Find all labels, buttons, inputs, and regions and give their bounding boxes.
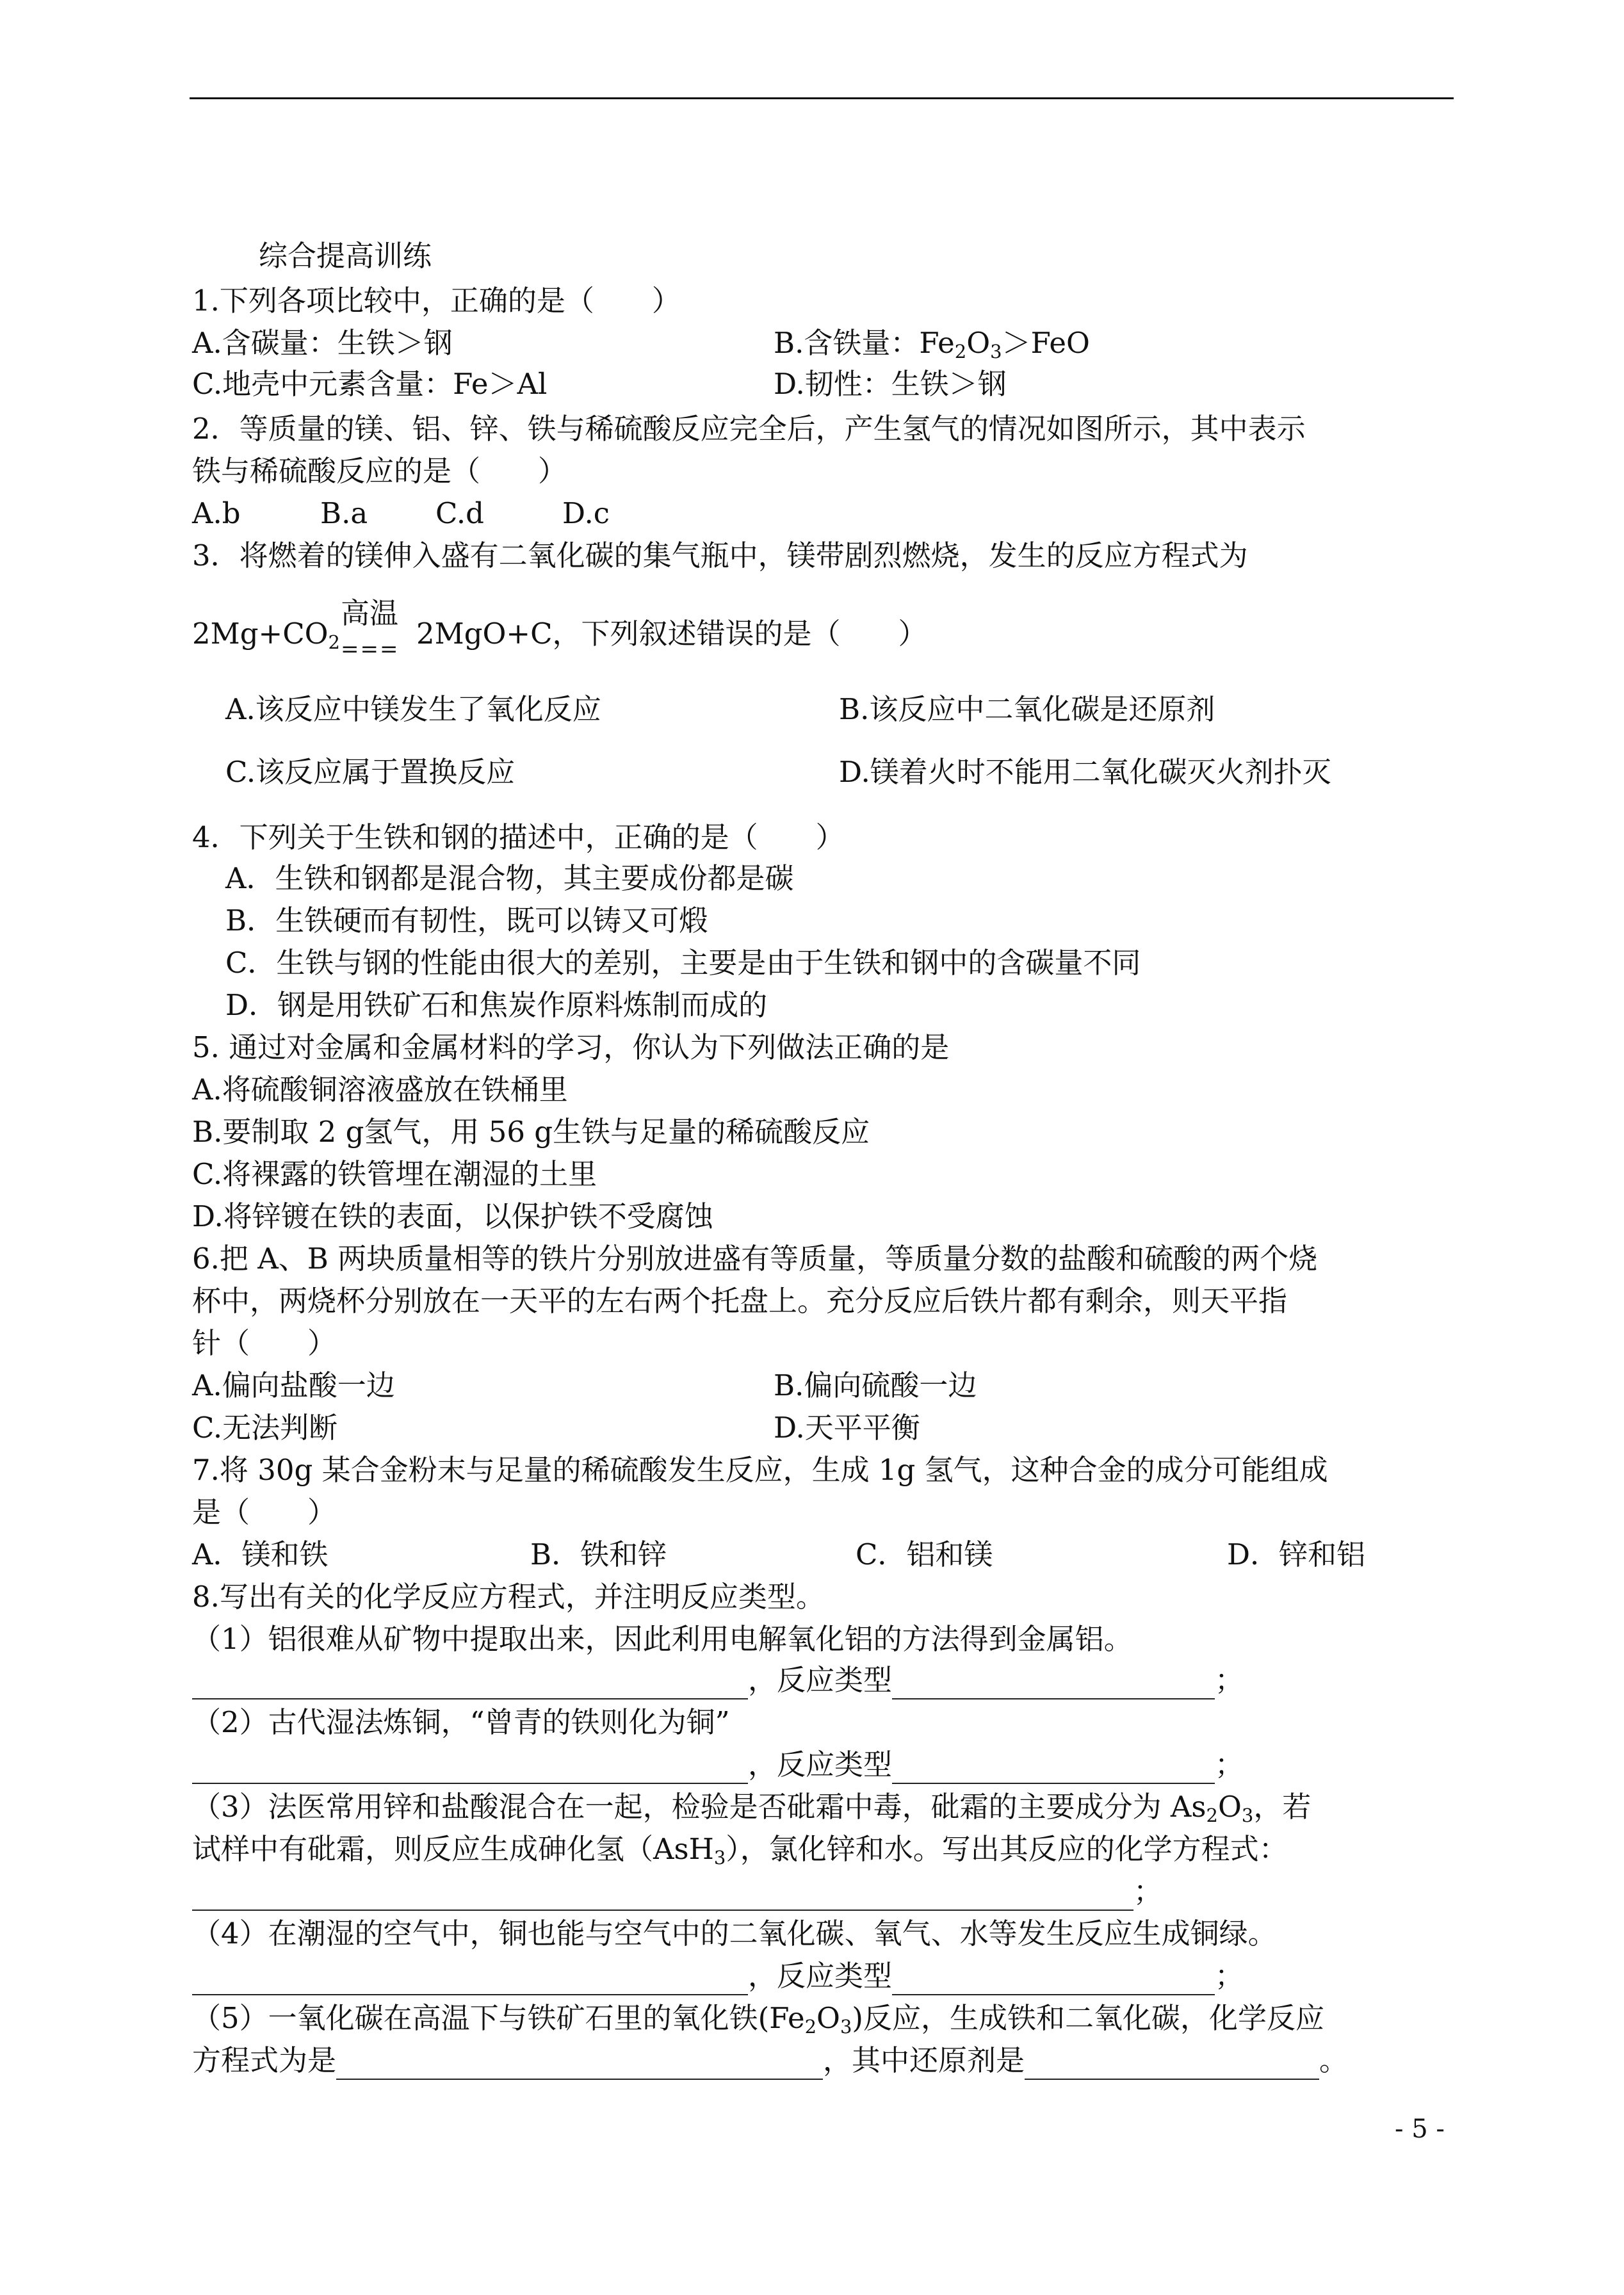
q5-option-b: B.要制取 2 g氢气，用 56 g生铁与足量的稀硫酸反应 bbox=[192, 1115, 870, 1149]
q4-option-b: B．生铁硬而有韧性，既可以铸又可煅 bbox=[225, 904, 708, 937]
q1-option-c: C.地壳中元素含量：Fe＞Al bbox=[192, 367, 548, 401]
q3-condition-text: 高温 bbox=[341, 596, 399, 630]
q8-part3-prompt-line1: （3）法医常用锌和盐酸混合在一起，检验是否砒霜中毒，砒霜的主要成分为 $As_2O_3$，若 bbox=[192, 1790, 1311, 1826]
q7-stem-line1: 7.将 30g 某合金粉末与足量的稀硫酸发生反应，生成 1g 氢气，这种合金的成分可能组成 bbox=[192, 1453, 1328, 1487]
q8-part5-reducer-blank[interactable] bbox=[1025, 2049, 1319, 2080]
q3-equation-right: 2MgO+C，下列叙述错误的是（ ） bbox=[416, 617, 927, 651]
q8-part4-prompt: （4）在潮湿的空气中，铜也能与空气中的二氧化碳、氧气、水等发生反应生成铜绿。 bbox=[192, 1917, 1277, 1950]
q6-option-d: D.天平平衡 bbox=[774, 1411, 920, 1445]
q6-option-c: C.无法判断 bbox=[192, 1411, 338, 1445]
q1-stem: 1.下列各项比较中，正确的是（ ） bbox=[192, 284, 681, 318]
q6-stem-line3: 针（ ） bbox=[192, 1326, 337, 1360]
section-title: 综合提高训练 bbox=[259, 239, 432, 273]
q2-stem-line2: 铁与稀硫酸反应的是（ ） bbox=[192, 454, 567, 488]
q8-part2-equation-blank[interactable] bbox=[192, 1753, 748, 1784]
q8-part4-equation-blank[interactable] bbox=[192, 1965, 748, 1995]
q3-option-c: C.该反应属于置换反应 bbox=[225, 755, 516, 789]
q8-part1-type-blank[interactable] bbox=[892, 1669, 1215, 1699]
q5-option-c: C.将裸露的铁管埋在潮湿的土里 bbox=[192, 1157, 597, 1191]
q7-option-d: D．锌和铝 bbox=[1227, 1537, 1366, 1571]
page-number: - 5 - bbox=[1395, 2114, 1445, 2144]
q3-stem-line1: 3．将燃着的镁伸入盛有二氧化碳的集气瓶中，镁带剧烈燃烧，发生的反应方程式为 bbox=[192, 539, 1248, 572]
header-rule bbox=[190, 97, 1454, 99]
q5-option-a: A.将硫酸铜溶液盛放在铁桶里 bbox=[192, 1073, 568, 1107]
q2-option-d: D.c bbox=[562, 496, 610, 530]
q8-stem: 8.写出有关的化学反应方程式，并注明反应类型。 bbox=[192, 1580, 825, 1614]
q3-reaction-condition bbox=[341, 594, 409, 662]
q8-part2-prompt: （2）古代湿法炼铜，“曾青的铁则化为铜” bbox=[192, 1705, 730, 1739]
q8-part1-answer-line: ，反应类型 ； bbox=[192, 1661, 1244, 1699]
q8-part4-answer-line: ，反应类型 ； bbox=[192, 1957, 1244, 1995]
q5-stem: 5. 通过对金属和金属材料的学习，你认为下列做法正确的是 bbox=[192, 1030, 950, 1064]
q6-stem-line1: 6.把 A、B 两块质量相等的铁片分别放进盛有等质量，等质量分数的盐酸和硫酸的两个烧 bbox=[192, 1242, 1318, 1276]
q2-option-a: A.b bbox=[192, 496, 241, 530]
q8-part3-equation-blank[interactable] bbox=[192, 1880, 1133, 1911]
q3-equal-sign: === bbox=[341, 637, 400, 662]
q8-part3-answer-line: ； bbox=[192, 1872, 1162, 1911]
q3-equation-left: $2Mg+CO_2$ bbox=[192, 617, 340, 653]
q4-option-a: A．生铁和钢都是混合物，其主要成份都是碳 bbox=[225, 861, 794, 895]
q2-stem-line1: 2．等质量的镁、铝、锌、铁与稀硫酸反应完全后，产生氢气的情况如图所示，其中表示 bbox=[192, 412, 1306, 446]
q7-option-a: A．镁和铁 bbox=[192, 1537, 329, 1571]
q8-part5-prompt-line2: 方程式为是 ，其中还原剂是 。 bbox=[192, 2041, 1348, 2080]
q6-option-a: A.偏向盐酸一边 bbox=[192, 1368, 395, 1402]
q8-part4-type-blank[interactable] bbox=[892, 1965, 1215, 1995]
q1-option-d: D.韧性：生铁＞钢 bbox=[774, 367, 1007, 401]
q6-stem-line2: 杯中，两烧杯分别放在一天平的左右两个托盘上。充分反应后铁片都有剩余，则天平指 bbox=[192, 1284, 1288, 1318]
q3-option-b: B.该反应中二氧化碳是还原剂 bbox=[839, 692, 1215, 726]
q6-option-b: B.偏向硫酸一边 bbox=[774, 1368, 977, 1402]
q7-option-c: C．铝和镁 bbox=[856, 1537, 993, 1571]
q7-stem-line2: 是（ ） bbox=[192, 1495, 337, 1529]
q2-option-b: B.a bbox=[320, 496, 368, 530]
q3-option-d: D.镁着火时不能用二氧化碳灭火剂扑灭 bbox=[839, 755, 1331, 789]
q8-part5-prompt-line1: （5）一氧化碳在高温下与铁矿石里的氧化铁$(Fe_2O_3)$反应，生成铁和二氧化碳，化学反应 bbox=[192, 2001, 1324, 2038]
q8-part5-equation-blank[interactable] bbox=[336, 2049, 823, 2080]
q7-option-b: B．铁和锌 bbox=[530, 1537, 667, 1571]
q1-option-a: A.含碳量：生铁＞钢 bbox=[192, 326, 453, 360]
q3-option-a: A.该反应中镁发生了氧化反应 bbox=[225, 692, 601, 726]
q8-part1-prompt: （1）铝很难从矿物中提取出来，因此利用电解氧化铝的方法得到金属铝。 bbox=[192, 1622, 1133, 1656]
q1-option-b: B.含铁量：$Fe_2O_3>FeO$ bbox=[774, 326, 1090, 362]
q2-option-c: C.d bbox=[435, 496, 484, 530]
q4-option-c: C．生铁与钢的性能由很大的差别，主要是由于生铁和钢中的含碳量不同 bbox=[225, 946, 1141, 980]
q5-option-d: D.将锌镀在铁的表面，以保护铁不受腐蚀 bbox=[192, 1199, 713, 1233]
q4-stem: 4．下列关于生铁和钢的描述中，正确的是（ ） bbox=[192, 820, 845, 854]
q4-option-d: D．钢是用铁矿石和焦炭作原料炼制而成的 bbox=[225, 988, 768, 1022]
q8-part2-type-blank[interactable] bbox=[892, 1753, 1215, 1784]
q8-part3-prompt-line2: 试样中有砒霜，则反应生成砷化氢（AsH$_3$），氯化锌和水。写出其反应的化学方程式： bbox=[192, 1832, 1288, 1869]
q8-part2-answer-line: ，反应类型 ； bbox=[192, 1746, 1244, 1784]
q8-part1-equation-blank[interactable] bbox=[192, 1669, 748, 1699]
